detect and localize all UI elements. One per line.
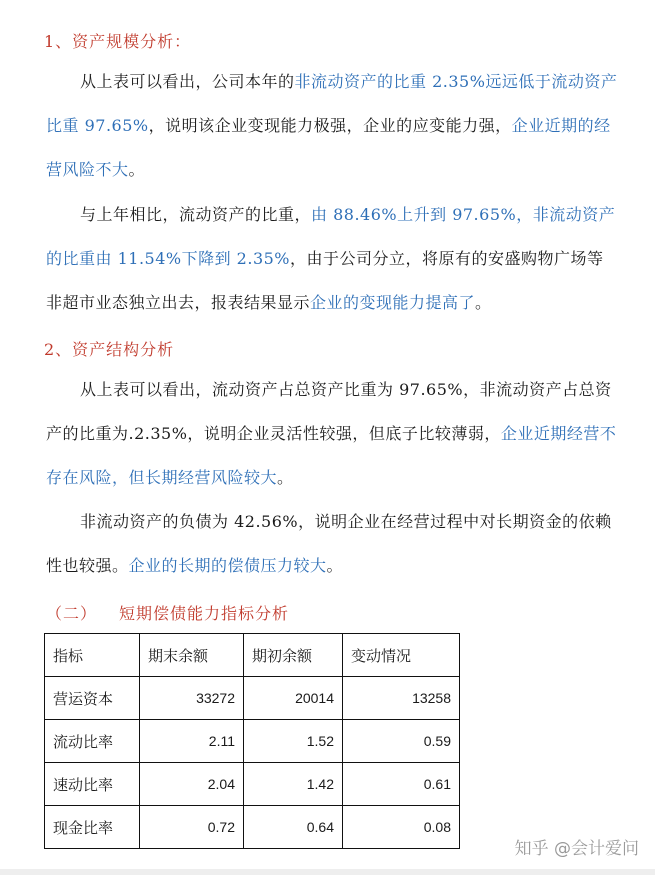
page-bottom-divider bbox=[0, 869, 655, 875]
cell-value: 20014 bbox=[244, 677, 343, 720]
paragraph-asset-scale-1 bbox=[46, 60, 618, 192]
row-label: 现金比率 bbox=[45, 806, 140, 849]
highlight-text: 非流动资产的比重 2.35%远远低于流动资产比重 97.65% bbox=[46, 72, 618, 135]
highlight-text: 企业近期经营不存在风险，但长期经营风险较大 bbox=[46, 424, 617, 487]
text: 。 bbox=[128, 160, 146, 179]
cell-value: 1.52 bbox=[244, 720, 343, 763]
table-row bbox=[45, 806, 460, 849]
header-cell: 指标 bbox=[45, 634, 140, 677]
table-row bbox=[45, 720, 460, 763]
header-cell: 期初余额 bbox=[244, 634, 343, 677]
text: 从上表可以看出，流动资产占总资产比重为 97.65%，非流动资产占总资产的比重为.2.35%，说明企业灵活性较强，但底子比较薄弱， bbox=[46, 380, 612, 443]
cell-value: 1.42 bbox=[244, 763, 343, 806]
short-term-solvency-table bbox=[44, 633, 460, 849]
header-cell: 期末余额 bbox=[140, 634, 244, 677]
highlight-text: 企业的变现能力提高了 bbox=[310, 293, 476, 312]
section-heading-asset-scale: 1、资产规模分析： bbox=[44, 32, 192, 51]
subsection-title: 短期偿债能力指标分析 bbox=[119, 604, 290, 623]
cell-value: 0.61 bbox=[343, 763, 460, 806]
text: 非流动资产的负债为 42.56%，说明企业在经营过程中对长期资金的依赖性也较强。 bbox=[46, 512, 612, 575]
cell-value: 0.59 bbox=[343, 720, 460, 763]
text: 。 bbox=[475, 293, 492, 312]
section-heading-asset-structure: 2、资产结构分析 bbox=[44, 340, 175, 359]
row-label: 流动比率 bbox=[45, 720, 140, 763]
subsection-heading bbox=[46, 601, 289, 624]
table-row bbox=[45, 677, 460, 720]
cell-value: 0.72 bbox=[140, 806, 244, 849]
header-cell: 变动情况 bbox=[343, 634, 460, 677]
text: ，由于公司分立，将原有的安盛购物广场等非超市业态独立出去，报表结果显示 bbox=[46, 249, 604, 312]
paragraph-asset-scale-2 bbox=[46, 193, 618, 325]
highlight-text: 企业的长期的偿债压力较大 bbox=[128, 556, 327, 575]
subsection-number: （二） bbox=[46, 604, 98, 623]
highlight-text: 由 88.46%上升到 97.65%，非流动资产的比重由 11.54%下降到 2.35% bbox=[46, 205, 616, 268]
cell-value: 33272 bbox=[140, 677, 244, 720]
text: 。 bbox=[277, 468, 294, 487]
cell-value: 2.04 bbox=[140, 763, 244, 806]
table-row bbox=[45, 763, 460, 806]
cell-value: 0.08 bbox=[343, 806, 460, 849]
watermark: 知乎 @会计爱问 bbox=[514, 839, 639, 859]
highlight-text: 企业近期的经营风险不大 bbox=[46, 116, 611, 179]
text: 。 bbox=[326, 556, 344, 575]
paragraph-asset-structure-2 bbox=[46, 500, 618, 588]
cell-value: 0.64 bbox=[244, 806, 343, 849]
text: ，说明该企业变现能力极强，企业的应变能力强， bbox=[148, 116, 512, 135]
text: 从上表可以看出，公司本年的 bbox=[80, 72, 295, 91]
cell-value: 13258 bbox=[343, 677, 460, 720]
row-label: 营运资本 bbox=[45, 677, 140, 720]
text: 与上年相比，流动资产的比重， bbox=[80, 205, 312, 224]
paragraph-asset-structure-1 bbox=[46, 368, 618, 500]
cell-value: 2.11 bbox=[140, 720, 244, 763]
row-label: 速动比率 bbox=[45, 763, 140, 806]
table-header-row bbox=[45, 634, 460, 677]
